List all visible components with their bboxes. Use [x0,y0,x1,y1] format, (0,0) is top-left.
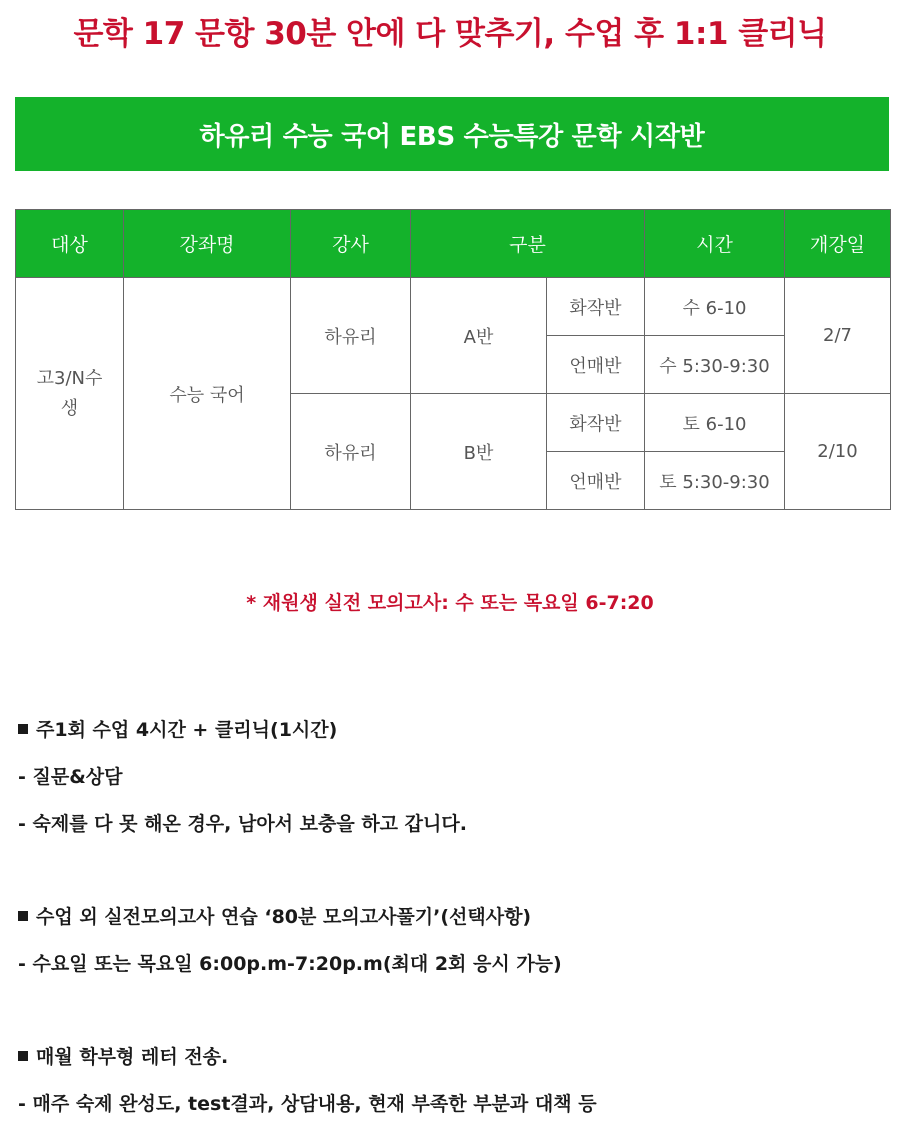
time-cell: 수 6-10 [645,278,785,336]
list-item [18,757,888,804]
black-square-icon [18,911,28,921]
list-item-text: - 질문&상담 [18,766,123,788]
target-text: 고3/N수생 [36,367,103,419]
teacher-cell: 하유리 [291,394,411,510]
mock-exam-note: * 재원생 실전 모의고사: 수 또는 목요일 6-7:20 [246,592,654,614]
class-type-cell: 언매반 [547,336,645,394]
time-cell: 토 5:30-9:30 [645,452,785,510]
table-row [16,278,891,336]
list-item-text: - 숙제를 다 못 해온 경우, 남아서 보충을 하고 갑니다. [18,813,467,835]
list-item-text: 매월 학부형 레터 전송. [36,1046,229,1068]
list-item [18,710,888,757]
info-list [18,710,888,1131]
list-item [18,804,888,851]
time-cell: 토 6-10 [645,394,785,452]
black-square-icon [18,1051,28,1061]
list-item-text: 주1회 수업 4시간 + 클리닉(1시간) [36,719,338,741]
header-course: 강좌명 [124,210,291,278]
list-item [18,897,888,944]
list-item-text: - 수요일 또는 목요일 6:00p.m-7:20p.m(최대 2회 응시 가능) [18,953,562,975]
spacer [18,851,888,897]
header-target: 대상 [16,210,124,278]
spacer [18,991,888,1037]
header-teacher: 강사 [291,210,411,278]
table-header-row [16,210,891,278]
time-cell: 수 5:30-9:30 [645,336,785,394]
list-item [18,1037,888,1084]
header-time: 시간 [645,210,785,278]
list-item [18,944,888,991]
black-square-icon [18,724,28,734]
schedule-table [15,209,891,510]
section-cell: A반 [411,278,547,394]
page-headline: 문학 17 문항 30분 안에 다 맞추기, 수업 후 1:1 클리닉 [73,16,827,52]
course-banner: 하유리 수능 국어 EBS 수능특강 문학 시작반 [15,97,889,171]
target-cell [16,278,124,510]
list-item-text: 수업 외 실전모의고사 연습 ‘80분 모의고사풀기’(선택사항) [36,906,532,928]
class-type-cell: 화작반 [547,278,645,336]
course-cell: 수능 국어 [124,278,291,510]
header-start-date: 개강일 [785,210,891,278]
list-item-text: - 매주 숙제 완성도, test결과, 상담내용, 현재 부족한 부분과 대책 등 [18,1093,597,1115]
start-date-cell: 2/10 [785,394,891,510]
section-cell: B반 [411,394,547,510]
teacher-cell: 하유리 [291,278,411,394]
class-type-cell: 언매반 [547,452,645,510]
start-date-cell: 2/7 [785,278,891,394]
class-type-cell: 화작반 [547,394,645,452]
header-division: 구분 [411,210,645,278]
